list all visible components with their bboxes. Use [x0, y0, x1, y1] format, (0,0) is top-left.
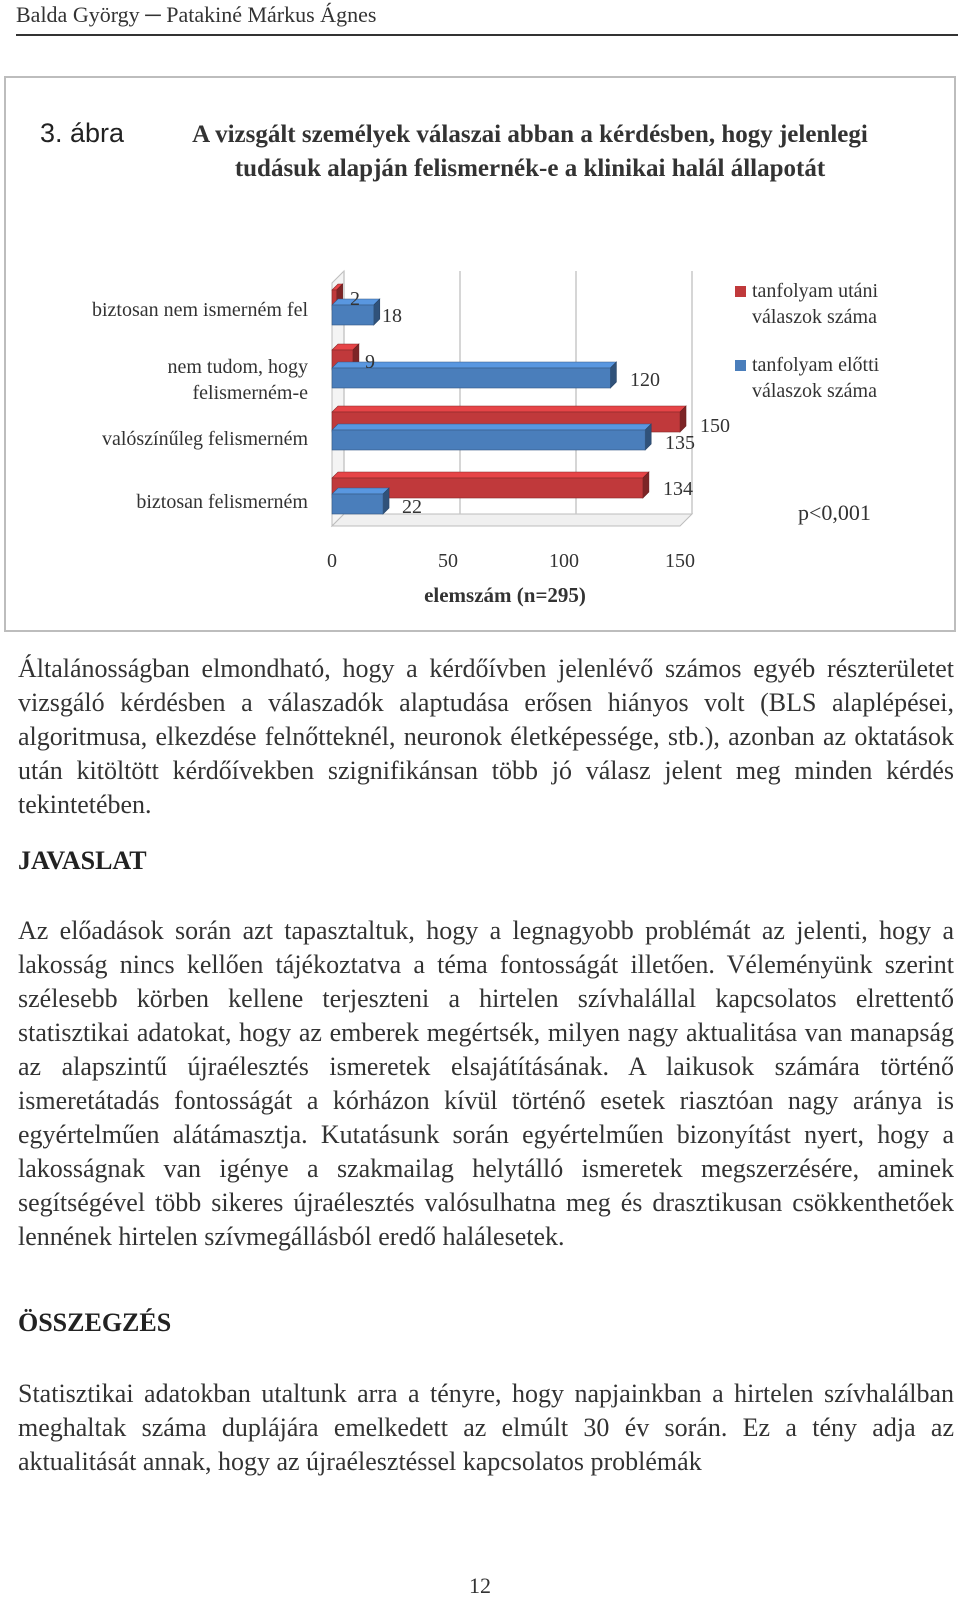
category-label: biztosan felismerném [136, 491, 308, 513]
chart-floor [332, 514, 692, 526]
p-value-annotation: p<0,001 [798, 500, 871, 525]
x-tick-label: 0 [327, 550, 337, 572]
category-label: biztosan nem ismerném fel [91, 299, 308, 321]
paragraph-summary: Általánosságban elmondható, hogy a kérdőívben jelenlévő számos egyéb részterületet vizsgáló kérdésben a válaszadók alaptudása erősen hiányos volt (BLS alaplépései, algoritmusa, elkezdése felnőtteknél, neuronok életképessége, stb.), azonban az oktatások után kitöltött kérdőívekben szignifikánsan több jó válasz jelent meg minden kérdés tekintetében. [18, 654, 954, 819]
bar-top-face [332, 488, 389, 494]
legend-label: válaszok száma [752, 306, 877, 328]
x-tick-label: 100 [549, 550, 579, 572]
x-axis-title: elemszám (n=295) [424, 583, 586, 607]
legend-label: válaszok száma [752, 380, 877, 402]
data-label: 22 [402, 496, 422, 518]
bar [332, 430, 645, 450]
bar-chart [0, 0, 960, 640]
page-number: 12 [469, 1573, 491, 1598]
bar-top-face [332, 424, 651, 430]
data-label: 135 [665, 432, 695, 454]
legend-label: tanfolyam előtti [752, 354, 880, 376]
paragraph-osszegzes: Statisztikai adatokban utaltunk arra a tényre, hogy napjainkban a hirtelen szívhalálban meghaltak száma duplájára emelkedett az elmúlt 30 év során. Ez a tény adja az aktualitását annak, hogy az újraélesztéssel kapcsolatos problémák [18, 1379, 954, 1476]
data-label: 2 [350, 288, 360, 310]
figure-caption: A vizsgált személyek válaszai abban a kérdésben, hogy jelenlegi tudásuk alapján felismernék-e a klinikai halál állapotát [192, 121, 868, 182]
legend-swatch [735, 360, 746, 371]
data-label: 150 [700, 415, 730, 437]
data-label: 120 [630, 369, 660, 391]
data-label: 18 [382, 305, 402, 327]
data-label: 9 [365, 351, 375, 373]
bar [332, 494, 383, 514]
category-label: felismerném-e [192, 382, 308, 404]
figure-number: 3. ábra [40, 118, 125, 148]
paragraph-javaslat: Az előadások során azt tapasztaltuk, hogy a legnagyobb problémát az jelenti, hogy a lakosság nincs kellően tájékoztatva a téma fontosságát illetően. Véleményünk szerint szélesebb körben kellene terjeszteni a hirtelen szívhalállal kapcsolatos elrettentő statisztikai adatokat, hogy az emberek megértsék, milyen nagy aktualitása van manapság az alapszintű újraélesztés ismeretek elsajátításának. A laikusok számára történő ismeretátadás fontosságát a kórházon kívül történő esetek riasztóan nagy aránya is egyértelműen alátámasztja. Kutatásunk során egyértelműen bizonyítást nyert, hogy a lakosságnak van igénye a szakmailag helytálló ismeretek megszerzésére, aminek segítségével több sikeres újraélesztés valósulhatna meg és drasztikusan csökkenthetőek lennének hirtelen szívmegállásból eredő halálesetek. [18, 916, 954, 1251]
running-header: Balda György ─ Patakiné Márkus Ágnes [16, 2, 377, 27]
category-label: valószínűleg felismerném [101, 428, 308, 450]
category-label: nem tudom, hogy [167, 356, 308, 378]
legend-swatch [735, 286, 746, 297]
x-tick-label: 150 [665, 550, 695, 572]
bar-top-face [332, 406, 686, 412]
heading-javaslat: JAVASLAT [18, 846, 147, 875]
data-label: 134 [663, 478, 693, 500]
heading-osszegzes: ÖSSZEGZÉS [18, 1308, 172, 1337]
x-tick-label: 50 [438, 550, 458, 572]
bar-top-face [332, 472, 649, 478]
legend-label: tanfolyam utáni [752, 280, 879, 302]
